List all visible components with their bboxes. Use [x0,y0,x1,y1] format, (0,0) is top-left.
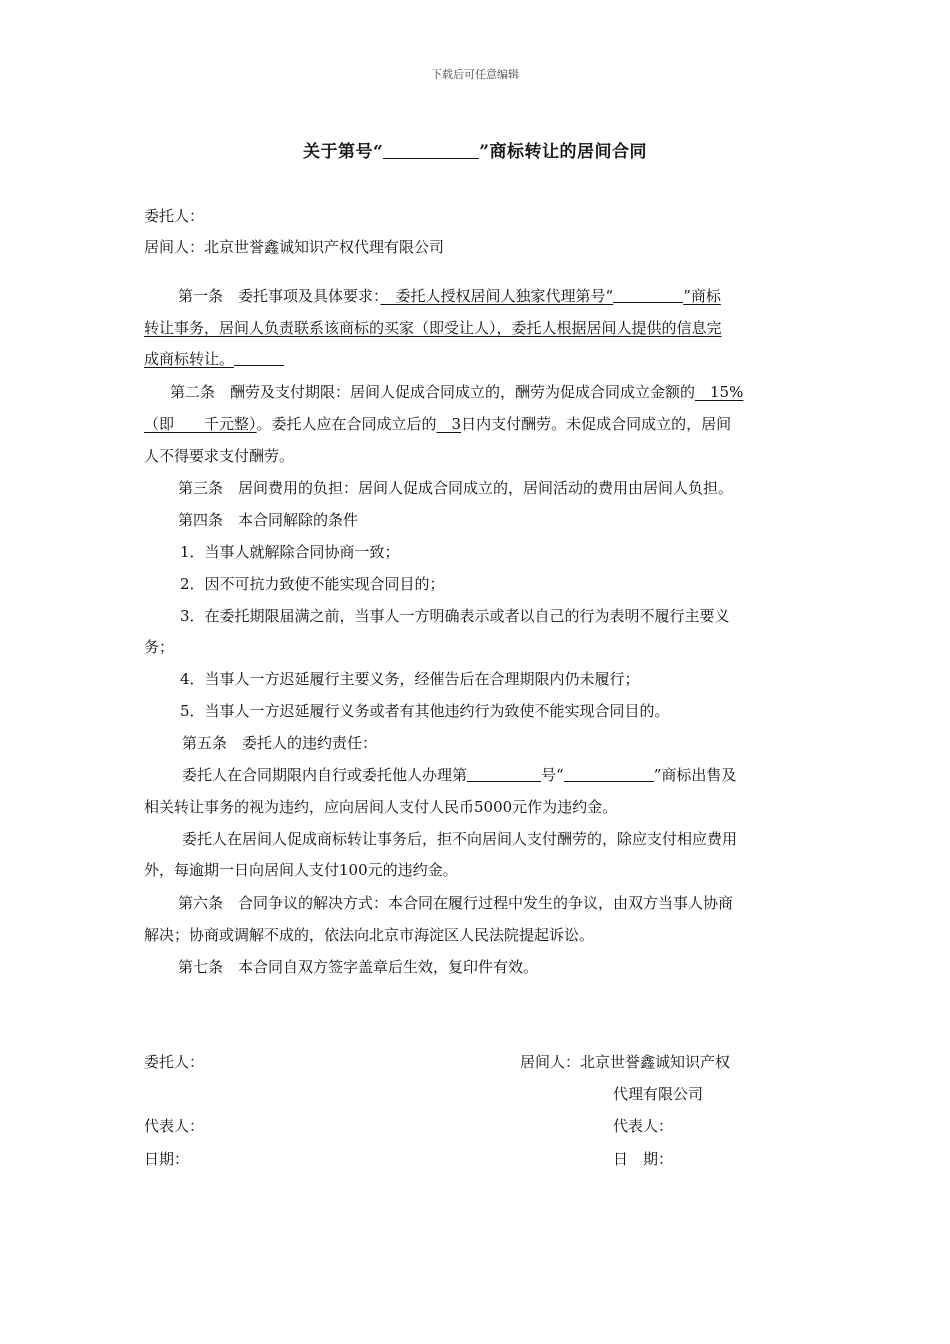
article5-p1-line1 [182,765,736,785]
signature-intermediary-line1: 居间人：北京世誉鑫诚知识产权 [520,1053,731,1071]
article1-heading: 第一条 委托事项及具体要求： [178,287,381,305]
article1-trailing-blank [234,350,284,366]
title-prefix: 关于第号“ [302,142,384,162]
article5-mark-blank [564,766,654,782]
article3: 第三条 居间费用的负担：居间人促成合同成立的，居间活动的费用由居间人负担。 [178,479,734,497]
article2-line2 [144,414,731,434]
article6-line1: 第六条 合同争议的解决方式：本合同在履行过程中发生的争议，由双方当事人协商 [178,894,734,912]
article4-item2: 2．因不可抗力致使不能实现合同目的； [180,575,445,593]
article2-line2-post: 日内支付酬劳。未促成合同成立的，居间 [461,415,732,433]
article5-p1-a: 委托人在合同期限内自行或委托他人办理第 [182,766,468,784]
article5-p1-b: 号“ [541,766,564,784]
header-note: 下载后可任意编辑 [431,68,519,81]
article1-underline-b: ”商标 [683,287,721,305]
signature-principal: 委托人： [144,1053,205,1071]
document-title [0,137,950,162]
article1-line3-text: 成商标转让。 [144,350,235,368]
article5-p1-line2: 相关转让事务的视为违约，应向居间人支付人民币5000元作为违约金。 [144,798,618,816]
article5-p2-line2: 外，每逾期一日向居间人支付100元的违约金。 [144,861,458,879]
article4-heading: 第四条 本合同解除的条件 [178,511,359,529]
article4-item4: 4．当事人一方迟延履行主要义务，经催告后在合理期限内仍未履行； [180,670,640,688]
signature-rep-left: 代表人： [144,1117,205,1135]
article2-rate: 15% [695,383,744,401]
article2-amount: （即 千元整） [144,415,257,433]
principal-label: 委托人： [144,207,205,225]
article1-line3 [144,349,284,369]
article5-heading: 第五条 委托人的违约责任： [182,734,378,752]
article1-line2: 转让事务，居间人负责联系该商标的买家（即受让人），委托人根据居间人提供的信息完 [144,319,722,337]
title-suffix: ”商标转让的居间合同 [479,142,648,162]
article1-underline-a: 委托人授权居间人独家代理第号“ [380,287,614,305]
signature-date-left: 日期： [144,1150,190,1168]
signature-date-right: 日 期： [613,1150,674,1168]
article2-days: 3 [436,415,462,433]
signature-rep-right: 代表人： [613,1117,674,1135]
article4-item3-line2: 务； [144,638,175,656]
article7: 第七条 本合同自双方签字盖章后生效，复印件有效。 [178,958,539,976]
article4-item5: 5．当事人一方迟延履行义务或者有其他违约行为致使不能实现合同目的。 [180,702,670,720]
article2-line3: 人不得要求支付酬劳。 [144,447,295,465]
signature-intermediary-line2: 代理有限公司 [613,1085,704,1103]
article1-blank [613,287,683,303]
article4-item3-line1: 3．在委托期限届满之前，当事人一方明确表示或者以自己的行为表明不履行主要义 [180,607,730,625]
article6-line2: 解决；协商或调解不成的，依法向北京市海淀区人民法院提起诉讼。 [144,926,595,944]
intermediary-label: 居间人：北京世誉鑫诚知识产权代理有限公司 [144,238,445,256]
article4-item1: 1．当事人就解除合同协商一致； [180,543,400,561]
article1-line1 [178,286,721,306]
article5-number-blank [467,766,541,782]
article2-line1-text: 第二条 酬劳及支付期限：居间人促成合同成立的，酬劳为促成合同成立金额的 [170,383,696,401]
article5-p1-c: ”商标出售及 [653,766,737,784]
title-blank [383,142,479,159]
article5-p2-line1: 委托人在居间人促成商标转让事务后，拒不向居间人支付酬劳的，除应支付相应费用 [182,830,738,848]
article2-line1 [170,382,743,402]
article2-line2-mid: 。委托人应在合同成立后的 [256,415,437,433]
